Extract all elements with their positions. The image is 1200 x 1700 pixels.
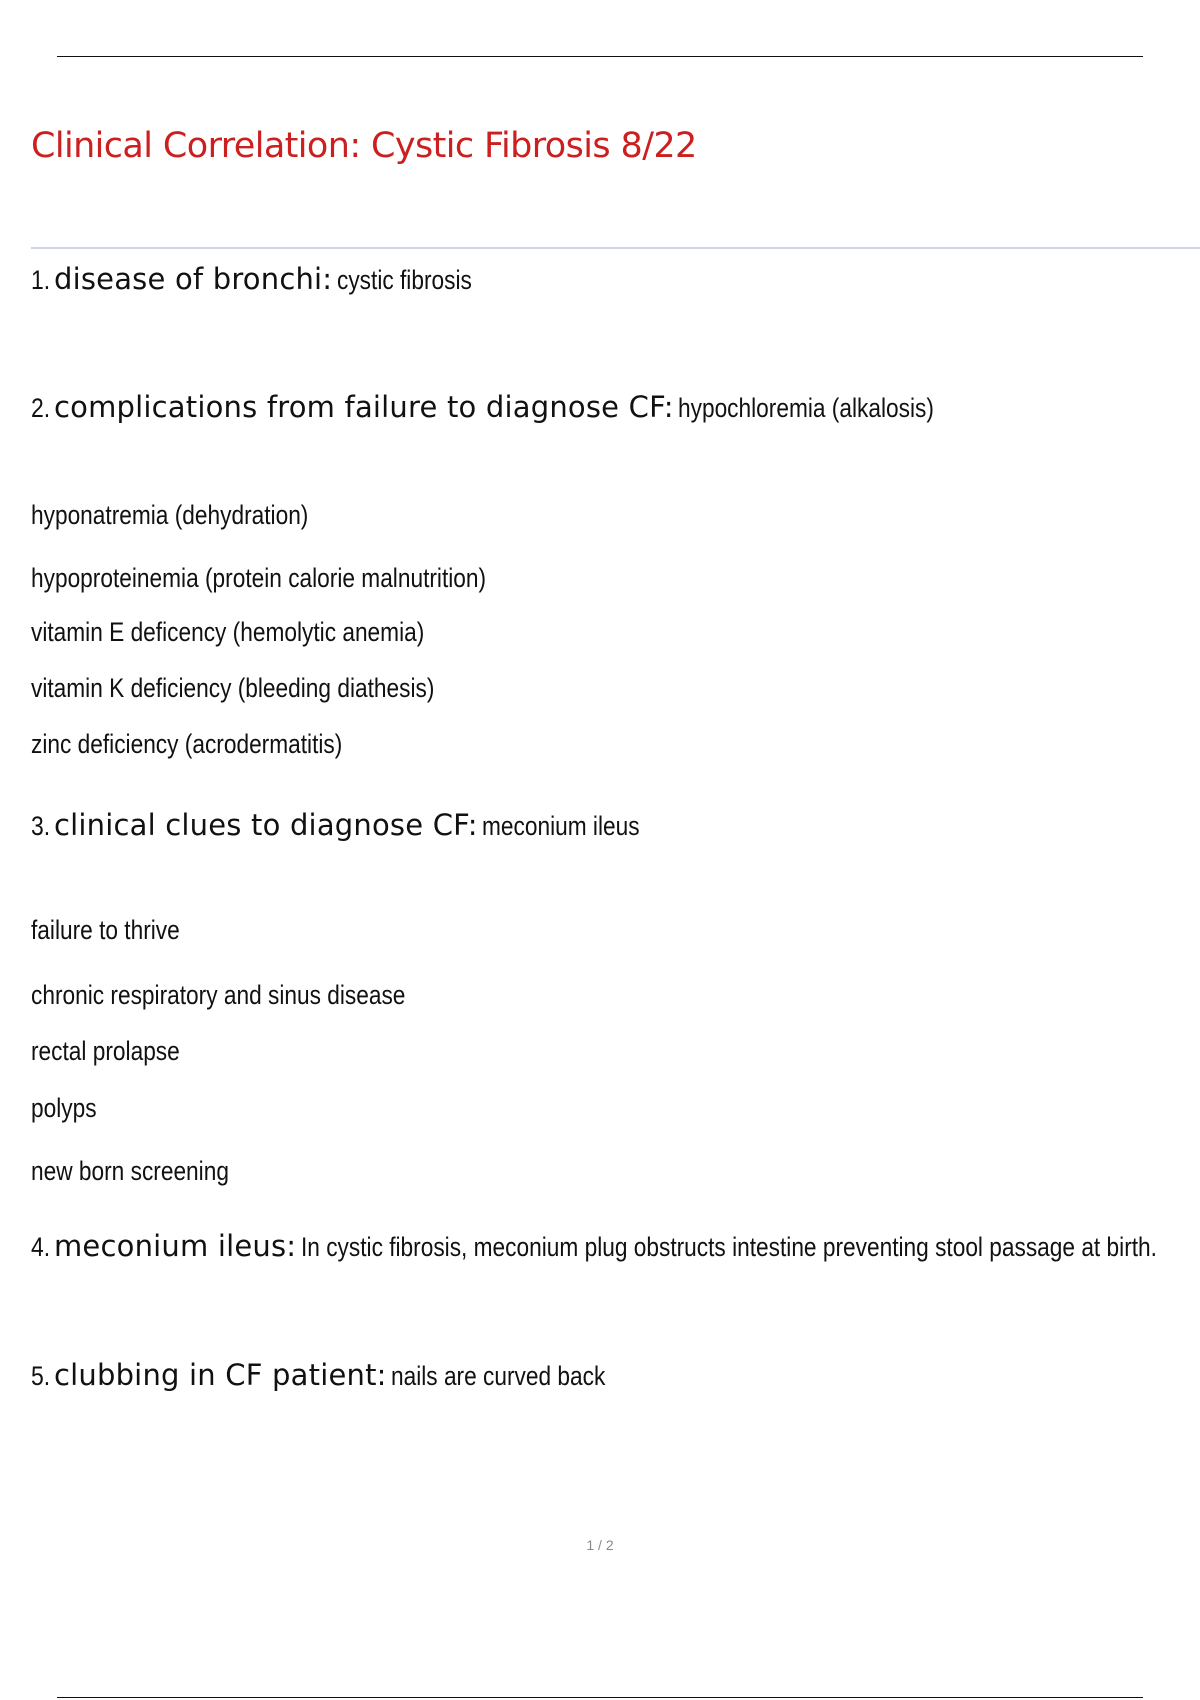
list-item: vitamin K deficiency (bleeding diathesis) bbox=[31, 673, 435, 703]
title-divider bbox=[31, 247, 1200, 249]
question-number: 2. bbox=[31, 393, 51, 423]
page-title: Clinical Correlation: Cystic Fibrosis 8/22 bbox=[31, 126, 697, 166]
list-item: zinc deficiency (acrodermatitis) bbox=[31, 729, 343, 759]
question-definition: hypochloremia (alkalosis) bbox=[678, 393, 935, 423]
question-term: complications from failure to diagnose CF: bbox=[53, 390, 674, 424]
question-5 bbox=[31, 1358, 646, 1392]
question-definition: cystic fibrosis bbox=[336, 265, 472, 295]
question-number: 1. bbox=[31, 265, 51, 295]
list-item: hyponatremia (dehydration) bbox=[31, 500, 309, 530]
list-item: new born screening bbox=[31, 1156, 229, 1186]
list-item: failure to thrive bbox=[31, 915, 180, 945]
question-number: 5. bbox=[31, 1361, 51, 1391]
question-term: clubbing in CF patient: bbox=[53, 1358, 387, 1392]
list-item: polyps bbox=[31, 1093, 97, 1123]
question-term: disease of bronchi: bbox=[53, 262, 333, 296]
question-number: 3. bbox=[31, 811, 51, 841]
question-definition: meconium ileus bbox=[482, 811, 640, 841]
top-rule bbox=[57, 56, 1143, 57]
list-item: hypoproteinemia (protein calorie malnutrition) bbox=[31, 563, 487, 593]
question-definition: In cystic fibrosis, meconium plug obstructs intestine preventing stool passage at birth. bbox=[300, 1232, 1157, 1262]
list-item: rectal prolapse bbox=[31, 1036, 180, 1066]
question-1 bbox=[31, 262, 497, 296]
question-term: meconium ileus: bbox=[53, 1229, 297, 1263]
question-term: clinical clues to diagnose CF: bbox=[53, 808, 478, 842]
question-definition: nails are curved back bbox=[391, 1361, 606, 1391]
question-2 bbox=[31, 390, 983, 424]
question-4 bbox=[31, 1229, 1200, 1263]
page-number: 1 / 2 bbox=[586, 1537, 614, 1553]
question-3 bbox=[31, 808, 670, 842]
list-item: vitamin E deficency (hemolytic anemia) bbox=[31, 617, 425, 647]
question-number: 4. bbox=[31, 1232, 51, 1262]
bottom-rule bbox=[57, 1697, 1143, 1698]
list-item: chronic respiratory and sinus disease bbox=[31, 980, 406, 1010]
